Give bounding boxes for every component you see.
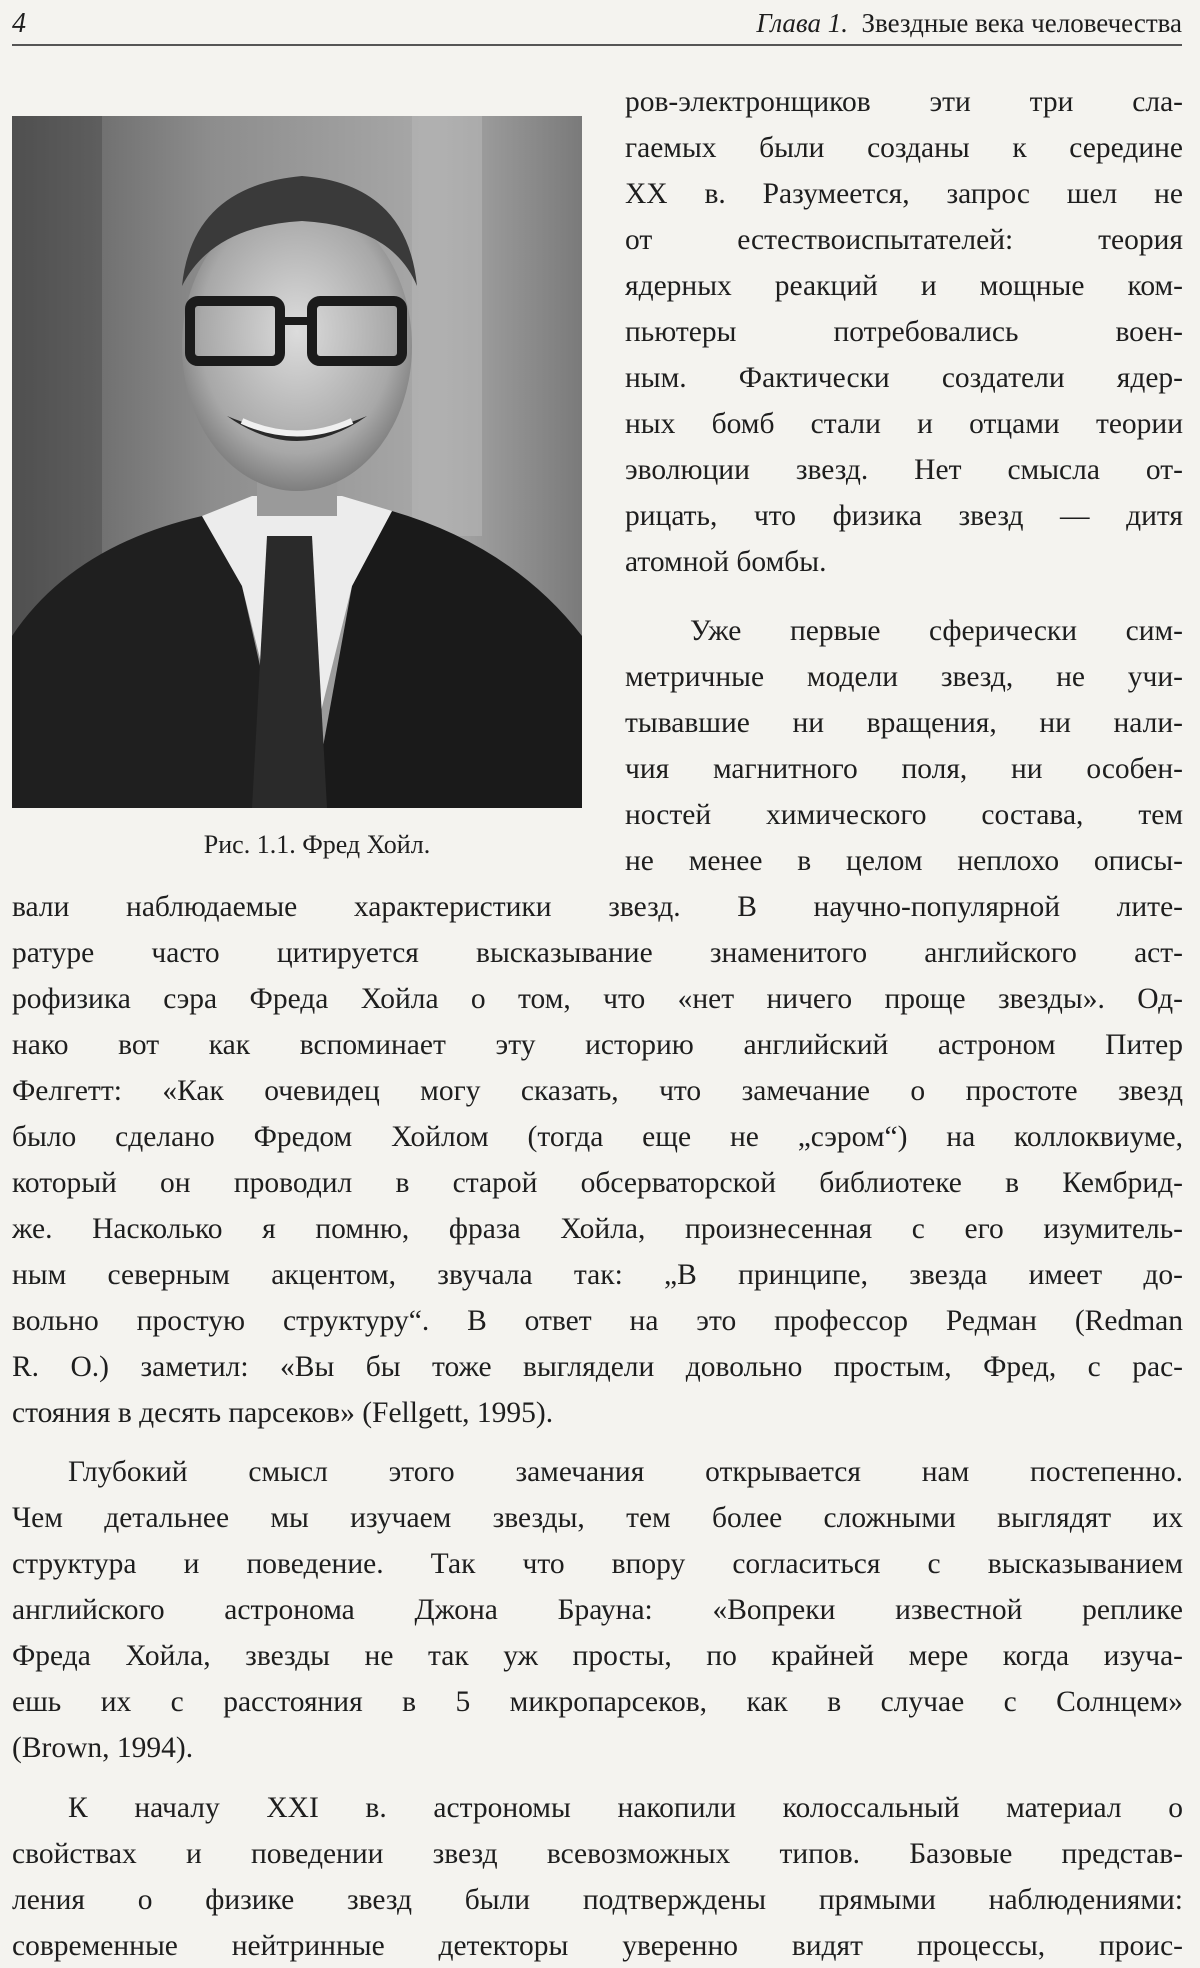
text-line: Глубокий смысл этого замечания открывается нам постепенно. (68, 1458, 1183, 1488)
figure (12, 116, 582, 860)
text-line: ных бомб стали и отцами теории (625, 410, 1183, 440)
text-line: Уже первые сферически сим- (690, 617, 1183, 647)
text-line: ностей химического состава, тем (625, 801, 1183, 831)
text-line: который он проводил в старой обсерваторской библиотеке в Кембрид- (12, 1169, 1183, 1199)
text-line: (Brown, 1994). (12, 1734, 194, 1764)
text-line: атомной бомбы. (625, 548, 827, 578)
text-line: XX в. Разумеется, запрос шел не (625, 180, 1183, 210)
text-line: тывавшие ни вращения, ни нали- (625, 709, 1183, 739)
text-line: не менее в целом неплохо описы- (625, 847, 1183, 877)
text-line: рицать, что физика звезд — дитя (625, 502, 1183, 532)
text-line: от естествоиспытателей: теория (625, 226, 1183, 256)
text-line: современные нейтринные детекторы уверенно видят процессы, проис- (12, 1932, 1183, 1962)
text-line: структура и поведение. Так что впору согласиться с высказыванием (12, 1550, 1183, 1580)
text-line: рофизика сэра Фреда Хойла о том, что «нет ничего проще звезды». Од- (12, 985, 1183, 1015)
running-header (12, 2, 1182, 46)
text-line: нако вот как вспоминает эту историю английский астроном Питер (12, 1031, 1183, 1061)
chapter-title: Звездные века человечества (861, 8, 1182, 38)
text-line: гаемых были созданы к середине (625, 134, 1183, 164)
text-line: Фреда Хойла, звезды не так уж просты, по крайней мере когда изуча- (12, 1642, 1183, 1672)
text-line: R. O.) заметил: «Вы бы тоже выглядели довольно простым, Фред, с рас- (12, 1353, 1183, 1383)
text-line: английского астронома Джона Брауна: «Вопреки известной реплике (12, 1596, 1183, 1626)
text-line: вольно простую структуру“. В ответ на это профессор Редман (Redman (12, 1307, 1183, 1337)
text-line: Фелгетт: «Как очевидец могу сказать, что замечание о простоте звезд (12, 1077, 1183, 1107)
text-line: эволюции звезд. Нет смысла от- (625, 456, 1183, 486)
text-line: ратуре часто цитируется высказывание знаменитого английского аст- (12, 939, 1183, 969)
text-line: ления о физике звезд были подтверждены прямыми наблюдениями: (12, 1886, 1183, 1916)
text-line: ным. Фактически создатели ядер- (625, 364, 1183, 394)
text-line: стояния в десять парсеков» (Fellgett, 1995). (12, 1399, 554, 1429)
running-head (756, 8, 1182, 39)
text-line: чия магнитного поля, ни особен- (625, 755, 1183, 785)
text-line: свойствах и поведении звезд всевозможных типов. Базовые представ- (12, 1840, 1183, 1870)
portrait-photo (12, 116, 582, 808)
text-line: ешь их с расстояния в 5 микропарсеков, как в случае с Солнцем» (12, 1688, 1183, 1718)
text-line: было сделано Фредом Хойлом (тогда еще не „сэром“) на коллоквиуме, (12, 1123, 1183, 1153)
text-line: пьютеры потребовались воен- (625, 318, 1183, 348)
page-number: 4 (12, 8, 26, 39)
figure-caption: Рис. 1.1. Фред Хойл. (203, 830, 431, 859)
chapter-label: Глава 1. (756, 8, 848, 38)
text-line: вали наблюдаемые характеристики звезд. В научно-популярной лите- (12, 893, 1183, 923)
text-line: же. Насколько я помню, фраза Хойла, произнесенная с его изумитель- (12, 1215, 1183, 1245)
text-line: Чем детальнее мы изучаем звезды, тем более сложными выглядят их (12, 1504, 1183, 1534)
text-line: ным северным акцентом, звучала так: „В принципе, звезда имеет до- (12, 1261, 1183, 1291)
text-line: метричные модели звезд, не учи- (625, 663, 1183, 693)
text-line: К началу XXI в. астрономы накопили колоссальный материал о (68, 1794, 1183, 1824)
text-line: ядерных реакций и мощные ком- (625, 272, 1183, 302)
text-line: ров-электронщиков эти три сла- (625, 88, 1183, 118)
